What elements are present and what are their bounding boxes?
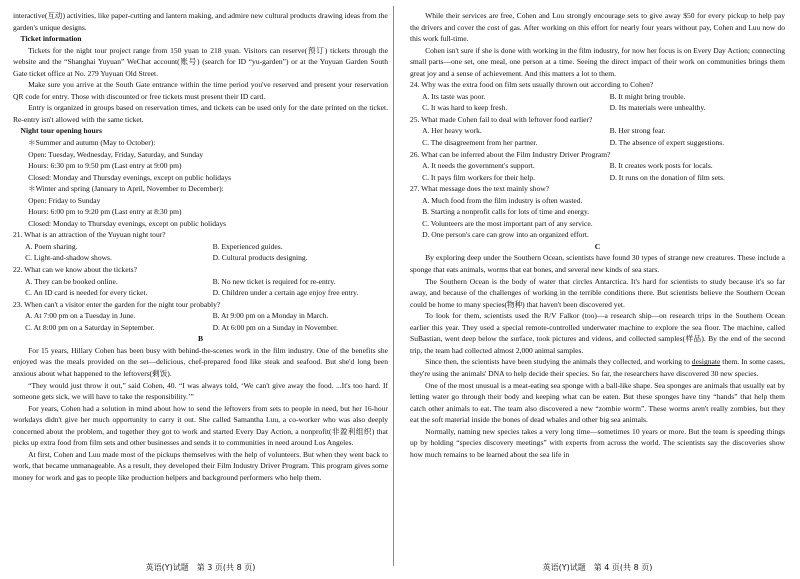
passage-c-paragraph-3: To look for them, scientists used the R/V Falkor (too)—a research ship—on research trips in the Southern Ocean earlier this year. They used a special remote-controlled underwater machine to explore the sea floor. The machine, called SuBastian, went deep below the surface, took pictures and videos, and collected samples(样品). By the end of the second trip, the team had collected almost 2,000 animal samples. [410, 311, 785, 355]
passage-b-paragraph-1: For 15 years, Hillary Cohen has been busy with behind-the-scenes work in the film industry. One of the benefits she enjoyed was the meals provided on the set—delicious, chef-prepared food like steak and seafood. But she'd long been anxious about what happened to the leftovers(剩饭). [13, 345, 388, 378]
q21-option-b: B. Experienced guides. [212, 241, 283, 251]
c-p4-text-before: Since then, the scientists have been studying the animals they collected, and working to [425, 357, 692, 367]
q21-option-c: C. Light-and-shadow shows. [25, 253, 112, 263]
q25-option-c: C. The disagreement from her partner. [422, 138, 538, 148]
q26-option-c: C. It pays film workers for their help. [422, 172, 536, 182]
question-23: 23. When can't a visitor enter the garden for the night tour probably? [13, 299, 221, 309]
q26-option-d: D. It runs on the donation of film sets. [609, 172, 725, 182]
q27-option-b: B. Starting a nonprofit calls for lots of time and energy. [422, 207, 590, 217]
left-page-footer: 英语(Y)试题 第 3 页(共 8 页) [145, 563, 256, 572]
question-22: 22. What can we know about the tickets? [13, 265, 137, 275]
question-25-options-row-2 [410, 137, 785, 149]
question-26-options-row-1 [410, 160, 785, 172]
q22-option-d: D. Children under a certain age enjoy free entry. [212, 288, 359, 298]
ticket-paragraph-3: Entry is organized in groups based on reservation times, and tickets can be used only for the date printed on the ticket. Re-entry isn't allowed with the same ticket. [13, 103, 388, 124]
ticket-paragraph-2: Make sure you arrive at the South Gate entrance within the time period you've reserved and present your reservation QR code for entry. Those with discounted or free tickets must present their ID card. [13, 80, 388, 101]
underlined-word-designate: designate [691, 357, 721, 367]
q24-option-c: C. It was hard to keep fresh. [422, 103, 508, 113]
q27-option-a: A. Much food from the film industry is often wasted. [422, 195, 583, 205]
question-24-options-row-1 [410, 91, 785, 103]
summer-closed: Closed: Monday and Thursday evenings, except on public holidays [28, 172, 232, 182]
winter-closed: Closed: Monday to Thursday evenings, except on public holidays [28, 218, 227, 228]
q24-option-d: D. Its materials were unhealthy. [609, 103, 706, 113]
summer-hours: Hours: 6:30 pm to 9:50 pm (Last entry at 9:00 pm) [28, 161, 182, 171]
question-24: 24. Why was the extra food on film sets usually thrown out according to Cohen? [410, 80, 654, 90]
winter-open-days: Open: Friday to Sunday [28, 195, 101, 205]
winter-season-label: ＊Winter and spring (January to April, November to December): [28, 184, 224, 194]
passage-b-paragraph-3: For years, Cohen had a solution in mind about how to send the leftovers from sets to people in need, but her 16-hour workdays didn't give her much opportunity to carry it out. She called Samantha Luu, a co-worker who was also deeply concerned about the problem, and together they got to work and started Every Day Action, a nonprofit(非盈利组织) that picks up extra food from film sets and other businesses and sends it to communities in need around Los Angeles. [13, 403, 388, 448]
q26-option-b: B. It creates work posts for locals. [609, 161, 713, 171]
q23-option-c: C. At 8:00 pm on a Saturday in September. [25, 322, 155, 332]
question-25-options-row-1 [410, 125, 785, 137]
q23-option-b: B. At 9:00 pm on a Monday in March. [212, 311, 329, 321]
q25-option-d: D. The absence of expert suggestions. [609, 138, 725, 148]
q26-option-a: A. It needs the government's support. [422, 161, 535, 171]
q25-option-b: B. Her strong fear. [609, 126, 666, 136]
q21-option-a: A. Poem sharing. [25, 241, 78, 251]
passage-b-paragraph-6: Cohen isn't sure if she is done with working in the film industry, for now her focus is on Every Day Action; connecting small parts—one set, one meal, one person at a time. Seeing the direct impact of their work on communities brings them great joy and a sense of achievement. And this matters a lot to them. [410, 45, 785, 78]
section-b-heading: B [197, 334, 204, 344]
right-page-footer: 英语(Y)试题 第 4 页(共 8 页) [542, 563, 653, 572]
passage-c-paragraph-4 [410, 356, 785, 379]
passage-c-paragraph-5: One of the most unusual is a meat-eating sea sponge with a ball-like shape. Sea sponges are animals that usually eat by letting water go through their body and keeping what can be eaten. But these sponges have tiny “hands” that help them catch other animals to eat. The team also discovered a new “zombie worm”. These worms aren't really zombies, but they eat the soft material inside the bones of dead whales and other big sea animals. [410, 380, 785, 425]
right-page-column [410, 10, 785, 460]
question-21-options-row-2 [13, 252, 388, 264]
ticket-info-heading: Ticket information [20, 34, 82, 44]
left-page-column [13, 10, 388, 483]
section-c-heading: C [594, 241, 601, 251]
q21-option-d: D. Cultural products designing. [212, 253, 308, 263]
winter-hours: Hours: 6:00 pm to 9:20 pm (Last entry at 8:30 pm) [28, 207, 182, 217]
question-21-options-row-1 [13, 241, 388, 253]
passage-b-paragraph-5: While their services are free, Cohen and Luu strongly encourage sets to give away $50 for every pickup to help pay the drivers and cover the cost of gas. After working on this effort for nearly four years without pay, Cohen and Luu now do this work full-time. [410, 11, 785, 44]
question-23-options-row-2 [13, 322, 388, 334]
question-26: 26. What can be inferred about the Film Industry Driver Program? [410, 149, 611, 159]
question-23-options-row-1 [13, 310, 388, 322]
intro-text: interactive(互动) activities, like paper-cutting and lantern making, and admire new cultural products drawing ideas from the garden's unique designs. [13, 11, 388, 32]
summer-open-days: Open: Tuesday, Wednesday, Friday, Saturday, and Sunday [28, 149, 204, 159]
page-divider [393, 6, 394, 566]
passage-b-paragraph-2: “They would just throw it out,” said Cohen, 40. “I was always told, ‘We can't give away the food. ...It's too hard. If someone gets sick, we will have to take the responsibility.’” [13, 380, 388, 402]
q23-option-d: D. At 6:00 pm on a Sunday in November. [212, 322, 338, 332]
q23-option-a: A. At 7:00 pm on a Tuesday in June. [25, 311, 136, 321]
c-p4-text-after: them. In some cases, they're using the animals' DNA to help decide their species. So far, the researchers have discovered 30 new species. [410, 357, 785, 378]
passage-c-paragraph-2: The Southern Ocean is the body of water that circles Antarctica. It's hard for scientists to study because it's so far away, and because of the challenges of working in the terrible conditions there. But scientists believe the Southern Ocean could be home to many species(物种) that haven't been discovered yet. [410, 276, 785, 309]
question-27: 27. What message does the text mainly show? [410, 184, 550, 194]
q24-option-a: A. Its taste was poor. [422, 91, 486, 101]
passage-c-paragraph-6: Normally, naming new species takes a very long time—sometimes 10 years or more. But the team is speeding things up by holding “species discovery meetings” with experts from across the world. The scientists say the discoveries show how much remains to be learned about the sea life in [410, 426, 785, 459]
question-22-options-row-1 [13, 276, 388, 288]
ticket-paragraph-1: Tickets for the night tour project range from 150 yuan to 218 yuan. Visitors can reserve(预订) tickets through the website and the “Shanghai Yuyuan” WeChat account(账号) (search for ID “yu-garden”) or at the Yuyuan Garden South Gate ticket office at No. 279 Yuyuan Old Street. [13, 45, 388, 78]
q22-option-c: C. An ID card is needed for every ticket. [25, 288, 148, 298]
question-21: 21. What is an attraction of the Yuyuan night tour? [13, 230, 166, 240]
question-25: 25. What made Cohen fail to deal with leftover food earlier? [410, 114, 593, 124]
question-26-options-row-2 [410, 172, 785, 184]
passage-c-paragraph-1: By exploring deep under the Southern Ocean, scientists have found 30 types of strange new creatures. These include a sponge that eats animals, worms that eat bones, and several new kinds of sea stars. [410, 253, 785, 275]
question-22-options-row-2 [13, 287, 388, 299]
passage-b-paragraph-4: At first, Cohen and Luu made most of the pickups themselves with the help of volunteers. But when they went back to work, that became unmanageable. As a result, they developed their Film Industry Driver Program. This program gives some money for work and gas to people like production helpers and background performers who help them. [13, 449, 388, 482]
q22-option-b: B. No new ticket is required for re-entry. [212, 276, 336, 286]
q27-option-d: D. One person's care can grow into an organized effort. [422, 230, 589, 240]
q22-option-a: A. They can be booked online. [25, 276, 118, 286]
question-24-options-row-2 [410, 102, 785, 114]
q25-option-a: A. Her heavy work. [422, 126, 482, 136]
hours-heading: Night tour opening hours [20, 126, 102, 136]
q24-option-b: B. It might bring trouble. [609, 91, 686, 101]
summer-season-label: ＊Summer and autumn (May to October): [28, 138, 156, 148]
q27-option-c: C. Volunteers are the most important part of any service. [422, 218, 593, 228]
